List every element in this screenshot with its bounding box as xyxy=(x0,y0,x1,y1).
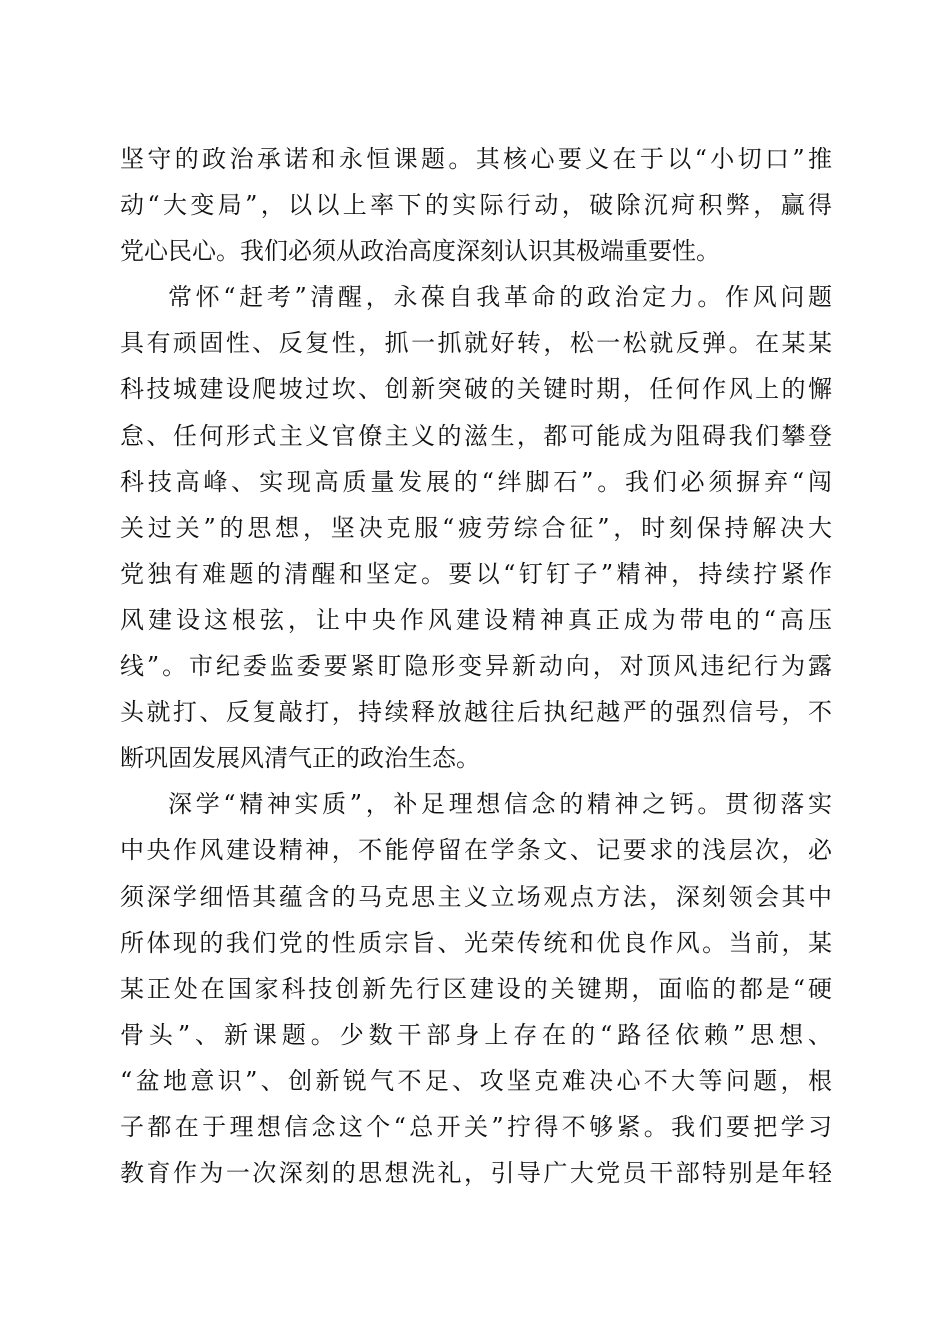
text-line: 教育作为一次深刻的思想洗礼，引导广大党员干部特别是年轻 xyxy=(120,1159,832,1188)
paragraph-first-line: 常怀“赶考”清醒，永葆自我革命的政治定力。作风问题 xyxy=(168,283,832,312)
text-line: 动“大变局”，以以上率下的实际行动，破除沉疴积弊，赢得 xyxy=(120,191,832,220)
text-line: 关过关”的思想，坚决克服“疲劳综合征”，时刻保持解决大 xyxy=(120,513,832,542)
text-line: 子都在于理想信念这个“总开关”拧得不够紧。我们要把学习 xyxy=(120,1112,832,1141)
text-line: 断巩固发展风清气正的政治生态。 xyxy=(120,744,480,773)
text-line: 党心民心。我们必须从政治高度深刻认识其极端重要性。 xyxy=(120,237,720,266)
text-line: 党独有难题的清醒和坚定。要以“钉钉子”精神，持续拧紧作 xyxy=(120,559,832,588)
text-line: 线”。市纪委监委要紧盯隐形变异新动向，对顶风违纪行为露 xyxy=(120,652,832,681)
text-line: 某正处在国家科技创新先行区建设的关键期，面临的都是“硬 xyxy=(120,974,832,1003)
paragraph-first-line: 深学“精神实质”，补足理想信念的精神之钙。贯彻落实 xyxy=(168,790,832,819)
text-line: 须深学细悟其蕴含的马克思主义立场观点方法，深刻领会其中 xyxy=(120,882,832,911)
text-line: 骨头”、新课题。少数干部身上存在的“路径依赖”思想、 xyxy=(120,1020,832,1049)
document-body xyxy=(120,136,832,1196)
text-line: “盆地意识”、创新锐气不足、攻坚克难决心不大等问题，根 xyxy=(120,1066,832,1095)
text-line: 坚守的政治承诺和永恒课题。其核心要义在于以“小切口”推 xyxy=(120,145,832,173)
text-line: 头就打、反复敲打，持续释放越往后执纪越严的强烈信号，不 xyxy=(120,698,832,727)
text-line: 风建设这根弦，让中央作风建设精神真正成为带电的“高压 xyxy=(120,605,832,634)
text-line: 科技城建设爬坡过坎、创新突破的关键时期，任何作风上的懈 xyxy=(120,375,832,404)
text-line: 科技高峰、实现高质量发展的“绊脚石”。我们必须摒弃“闯 xyxy=(120,467,832,496)
text-line: 中央作风建设精神，不能停留在学条文、记要求的浅层次，必 xyxy=(120,836,832,865)
text-line: 怠、任何形式主义官僚主义的滋生，都可能成为阻碍我们攀登 xyxy=(120,421,832,450)
text-line: 所体现的我们党的性质宗旨、光荣传统和优良作风。当前，某 xyxy=(120,928,832,957)
text-line: 具有顽固性、反复性，抓一抓就好转，松一松就反弹。在某某 xyxy=(120,329,832,358)
